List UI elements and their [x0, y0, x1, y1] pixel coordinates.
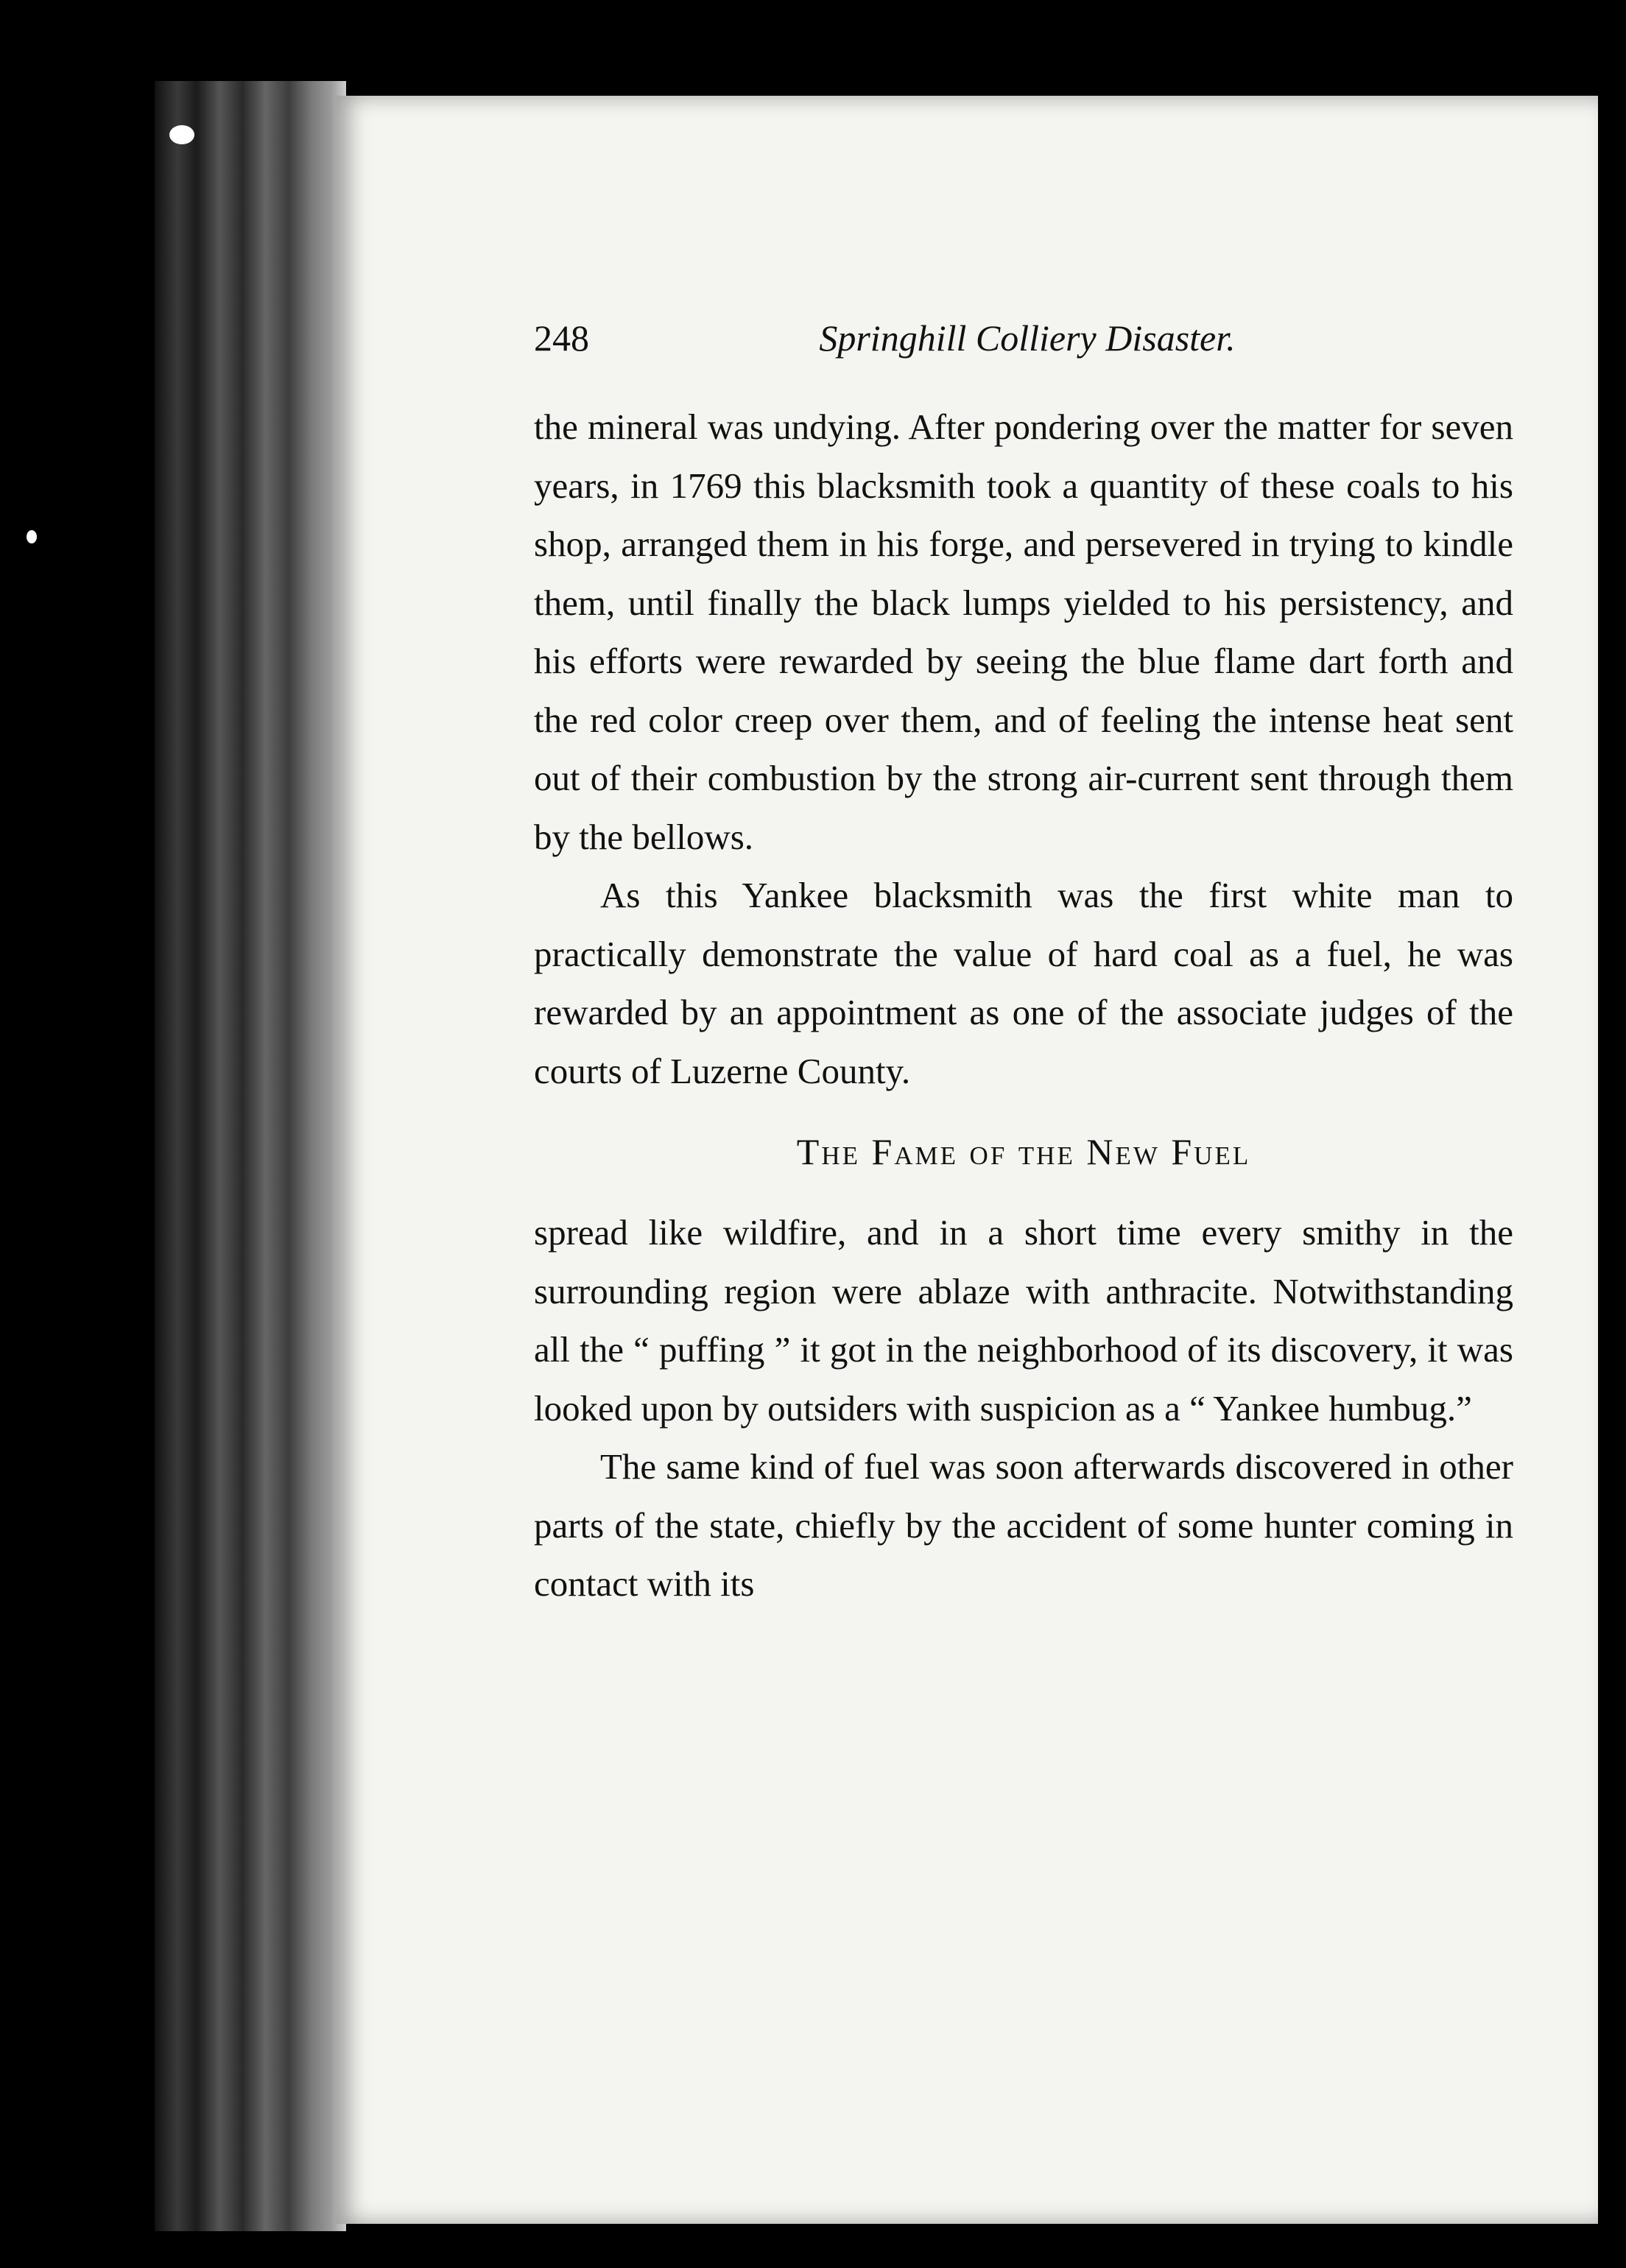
paragraph: spread like wildfire, and in a short time every smithy in the surrounding region were ablaze with anthracite. Notwithstanding all the “ puffing ” it got in the neighborhood of its discovery, it was looked upon by outsiders with suspicion as a “ Yankee humbug.” — [534, 1212, 1513, 1429]
book-edge — [155, 81, 346, 2231]
page-header — [534, 317, 1521, 376]
running-title: Springhill Colliery Disaster. — [819, 317, 1236, 359]
paragraph: the mineral was undying. After pondering over the matter for seven years, in 1769 this blacksmith took a quantity of these coals to his shop, arranged them in his forge, and persevered in trying to kindle them, until finally the black lumps yielded to his persistency, and his efforts were rewarded by seeing the blue flame dart forth and the red color creep over them, and of feeling the intense heat sent out of their combustion by the strong air-current sent through them by the bellows. — [534, 406, 1513, 857]
section-heading: The Fame of the New Fuel — [796, 1131, 1251, 1172]
scan-speck — [169, 125, 194, 144]
paragraph: As this Yankee blacksmith was the first white man to practically demonstrate the value of hard coal as a fuel, he was rewarded by an appointment as one of the associate judges of the courts of Luzerne County. — [534, 875, 1513, 1091]
scan-speck — [27, 530, 37, 543]
page-number: 248 — [534, 317, 589, 359]
paragraph: The same kind of fuel was soon afterwards discovered in other parts of the state, chiefly by the accident of some hunter coming in contact with its — [534, 1446, 1513, 1604]
text-block — [534, 398, 1513, 1613]
